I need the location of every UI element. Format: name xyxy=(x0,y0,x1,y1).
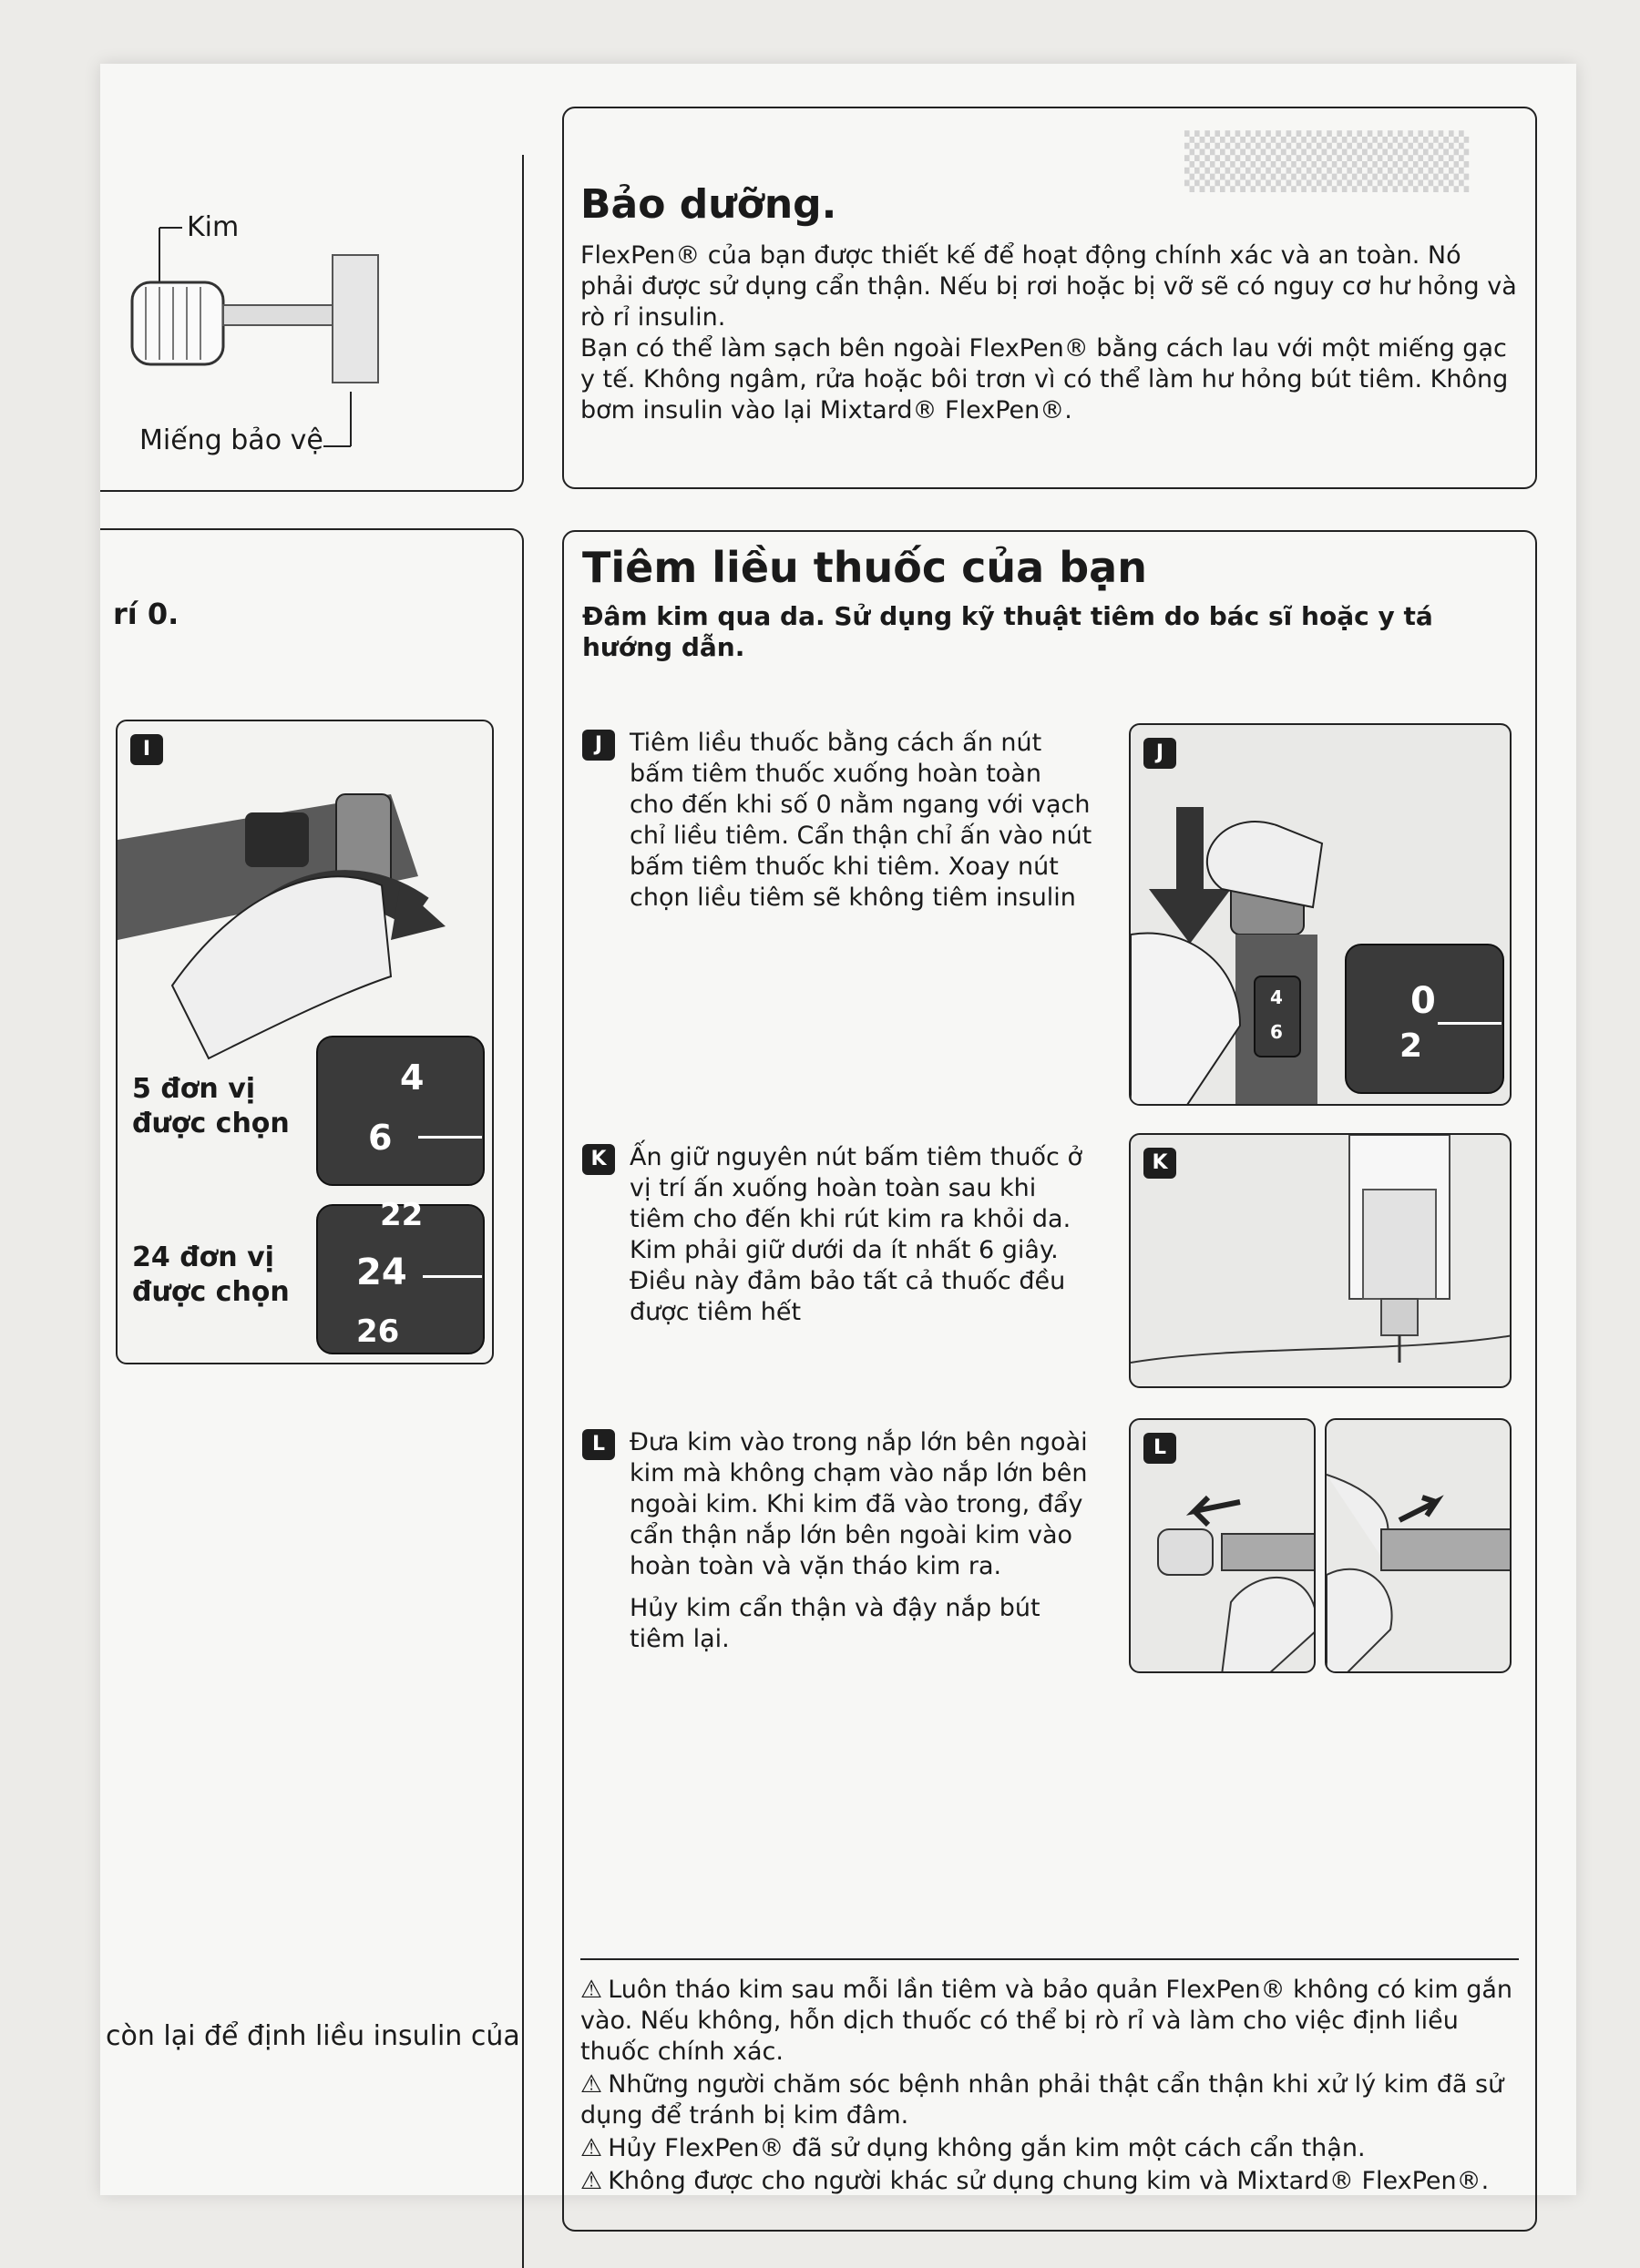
fragment-text: rí 0. xyxy=(113,597,179,631)
dose-indicator-line xyxy=(418,1136,482,1139)
bottom-fragment: còn lại để định liều insulin của xyxy=(106,2020,520,2052)
step-k-text: Ấn giữ nguyên nút bấm tiêm thuốc ở vị trí ấn xuống hoàn toàn sau khi tiêm cho đến khi rút kim ra khỏi da. Kim phải giữ dưới da ít nhất 6 giây. Điều này đảm bảo tất cả thuốc đều được tiêm hết xyxy=(630,1143,1082,1326)
recap-needle-illustration xyxy=(1131,1420,1316,1673)
figure-letter-l: L xyxy=(1143,1433,1176,1464)
step-k xyxy=(582,1142,1092,1328)
dose-5-dial-top-value: 4 xyxy=(400,1057,425,1098)
dose-24-dial-mid: 24 xyxy=(356,1251,407,1293)
step-l-text: Đưa kim vào trong nắp lớn bên ngoài kim mà không chạm vào nắp lớn bên ngoài kim. Khi kim đã vào trong, đẩy cẩn thận nắp lớn bên ngoài kim vào hoàn toàn và vặn tháo kim ra. xyxy=(630,1428,1088,1580)
dose-5-dial-bottom: 6 xyxy=(368,1118,393,1158)
figure-i xyxy=(116,720,494,1364)
warning-text: Những người chăm sóc bệnh nhân phải thật cẩn thận khi xử lý kim đã sử dụng để tránh bị kim đâm. xyxy=(580,2070,1504,2130)
bleed-through-texture: ▒▒▒▒▒▒▒ xyxy=(1184,130,1470,192)
maintenance-box xyxy=(562,107,1537,489)
injection-subtitle: Đâm kim qua da. Sử dụng kỹ thuật tiêm do bác sĩ hoặc y tá hướng dẫn. xyxy=(582,601,1433,662)
figure-letter-k: K xyxy=(1143,1148,1176,1179)
warnings-list xyxy=(580,1975,1528,2199)
protector-label: Miếng bảo vệ xyxy=(139,424,323,456)
figure-l-right xyxy=(1325,1418,1512,1673)
hold-pen-illustration xyxy=(1131,1135,1512,1388)
figure-j xyxy=(1129,723,1512,1106)
maintenance-body-1: FlexPen® của bạn được thiết kế để hoạt động chính xác và an toàn. Nó phải được sử dụng cẩn thận. Nếu bị rơi hoặc bị vỡ sẽ có nguy cơ hư hỏng và rò rỉ insulin. xyxy=(580,241,1517,332)
figure-k xyxy=(1129,1133,1512,1388)
maintenance-title: Bảo dưỡng. xyxy=(580,181,837,228)
figure-j-pen-window xyxy=(1254,976,1301,1057)
warning-item xyxy=(580,2133,1528,2164)
unscrew-needle-illustration xyxy=(1327,1420,1512,1673)
warning-triangle-icon: ⚠ xyxy=(580,2167,603,2195)
step-j xyxy=(582,728,1092,914)
dose-indicator-line xyxy=(1438,1022,1502,1025)
warning-text: Không được cho người khác sử dụng chung kim và Mixtard® FlexPen®. xyxy=(608,2167,1490,2195)
maintenance-body-2: Bạn có thể làm sạch bên ngoài FlexPen® bằng cách lau với một miếng gạc y tế. Không ngâm, rửa hoặc bôi trơn vì có thể làm hư hỏng bút tiêm. Không bơm insulin vào lại Mixtard® FlexPen®. xyxy=(580,334,1509,424)
step-letter-i: I xyxy=(130,734,163,765)
left-top-box xyxy=(100,155,524,492)
warning-item xyxy=(580,1975,1528,2068)
step-l xyxy=(582,1427,1092,1655)
dose-5-label: 5 đơn vị được chọn xyxy=(132,1073,290,1139)
step-letter-l: L xyxy=(582,1429,615,1460)
warning-text: Luôn tháo kim sau mỗi lần tiêm và bảo quản FlexPen® không có kim gắn vào. Nếu không, hỗn dịch thuốc có thể bị rò rỉ và làm cho việc định liều thuốc chính xác. xyxy=(580,1976,1513,2066)
warning-item xyxy=(580,2166,1528,2197)
dose-5-dial xyxy=(316,1036,485,1186)
figure-j-dial-zoom xyxy=(1345,944,1504,1094)
figure-letter-j: J xyxy=(1143,738,1176,769)
dose-24-dial xyxy=(316,1197,485,1354)
warning-triangle-icon: ⚠ xyxy=(580,2134,603,2162)
dose-24-label: 24 đơn vị được chọn xyxy=(132,1241,290,1308)
figure-j-dial-top: 0 xyxy=(1410,980,1436,1022)
needle-label: Kim xyxy=(187,211,240,243)
step-letter-k: K xyxy=(582,1144,615,1175)
step-letter-j: J xyxy=(582,730,615,761)
figure-j-dial-bottom: 2 xyxy=(1399,1027,1423,1065)
pen-dial-illustration xyxy=(118,758,494,1077)
dose-24-dial-top: 22 xyxy=(380,1197,424,1233)
figure-j-pen-bottom: 6 xyxy=(1270,1021,1283,1043)
warning-item xyxy=(580,2069,1528,2131)
figure-j-pen-top: 4 xyxy=(1270,986,1283,1008)
warnings-divider xyxy=(580,1958,1519,1960)
injection-title: Tiêm liều thuốc của bạn xyxy=(582,543,1147,592)
dose-24-dial-bottom: 26 xyxy=(356,1313,400,1350)
dose-indicator-line xyxy=(423,1275,482,1278)
step-j-text: Tiêm liều thuốc bằng cách ấn nút bấm tiêm thuốc xuống hoàn toàn cho đến khi số 0 nằm ngang với vạch chỉ liều tiêm. Cẩn thận chỉ ấn vào nút bấm tiêm thuốc khi tiêm. Xoay nút chọn liều tiêm sẽ không tiêm insulin xyxy=(630,729,1092,912)
figure-l-left xyxy=(1129,1418,1316,1673)
warning-triangle-icon: ⚠ xyxy=(580,2070,603,2099)
warning-triangle-icon: ⚠ xyxy=(580,1976,603,2004)
step-l-text-2: Hủy kim cẩn thận và đậy nắp bút tiêm lại. xyxy=(630,1594,1040,1653)
warning-text: Hủy FlexPen® đã sử dụng không gắn kim một cách cẩn thận. xyxy=(608,2134,1366,2162)
